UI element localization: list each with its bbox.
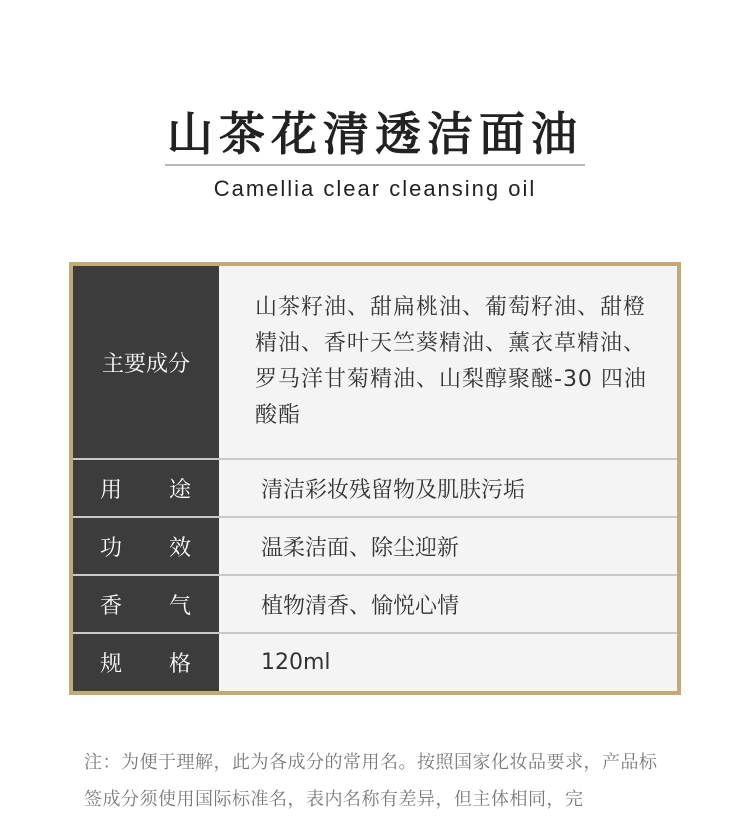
product-info-table [69,262,681,695]
table-row-scent [73,576,677,634]
table-row-usage [73,460,677,518]
spec-label [73,634,219,691]
effect-label-char-1: 功 [100,535,123,561]
ingredients-value: 山茶籽油、甜扁桃油、葡萄籽油、甜橙精油、香叶天竺葵精油、薰衣草精油、罗马洋甘菊精油、山梨醇聚醚-30 四油酸酯 [255,295,647,428]
scent-label-char-1: 香 [100,593,123,619]
spec-value: 120ml [261,650,331,675]
ingredients-label: 主要成分 [73,266,219,458]
effect-label [73,518,219,574]
effect-label-char-2: 效 [168,535,191,561]
table-row-ingredients [73,266,677,460]
usage-label [73,460,219,516]
scent-label [73,576,219,632]
effect-value: 温柔洁面、除尘迎新 [261,535,460,561]
scent-label-char-2: 气 [168,593,191,619]
usage-value: 清洁彩妆残留物及肌肤污垢 [261,477,526,503]
product-title: 山茶花清透洁面油 [167,107,583,161]
usage-label-char-1: 用 [100,477,123,503]
product-subtitle: Camellia clear cleansing oil [213,176,537,201]
title-divider [165,164,585,166]
table-row-effect [73,518,677,576]
spec-label-char-1: 规 [100,652,123,677]
spec-label-char-2: 格 [168,652,191,677]
usage-label-char-2: 途 [168,477,191,503]
footnote: 注：为便于理解，此为各成分的常用名。按照国家化妆品要求，产品标签成分须使用国际标准名，表内名称有差异，但主体相同，完 [84,752,658,810]
scent-value: 植物清香、愉悦心情 [261,593,460,619]
table-row-spec [73,634,677,691]
